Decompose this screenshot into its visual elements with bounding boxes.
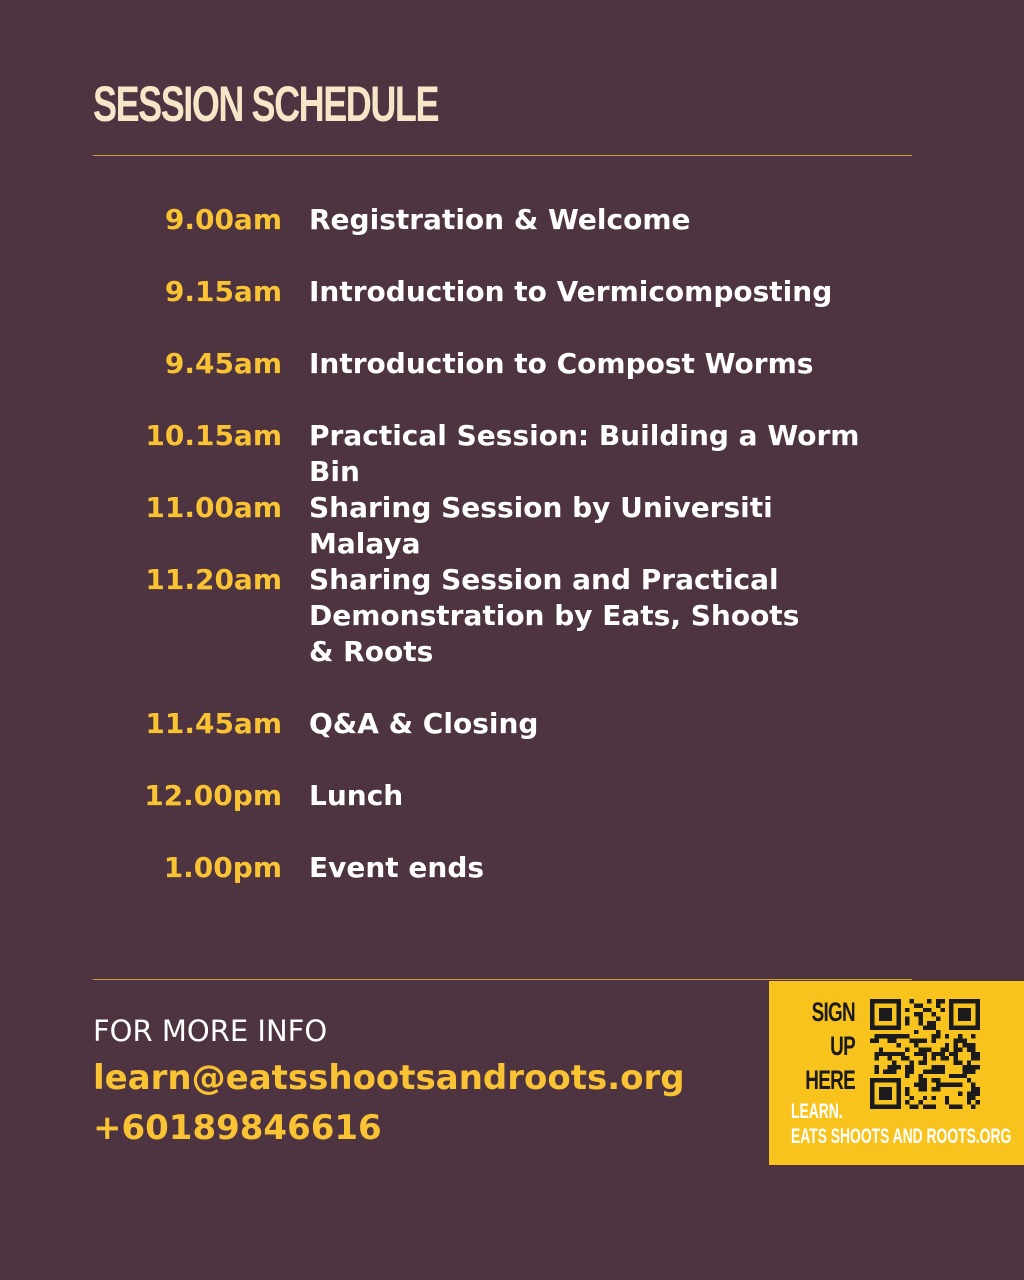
- schedule-time: 11.00am: [145, 491, 282, 524]
- signup-line-2: HERE: [805, 1065, 855, 1095]
- signup-site: [791, 1099, 1011, 1149]
- qr-code-icon[interactable]: [870, 999, 980, 1109]
- contact-label: FOR MORE INFO: [93, 1014, 328, 1048]
- schedule-event: Sharing Session and Practical Demonstration by Eats, Shoots & Roots: [309, 563, 800, 668]
- schedule-event: Sharing Session by Universiti Malaya: [309, 491, 773, 560]
- schedule-event: Practical Session: Building a Worm Bin: [309, 419, 860, 488]
- signup-heading: [769, 995, 855, 1097]
- schedule-time: 12.00pm: [144, 779, 282, 812]
- schedule-time: 10.15am: [145, 419, 282, 452]
- schedule-event: Introduction to Vermicomposting: [309, 275, 833, 308]
- site-line-1: LEARN.: [791, 1100, 843, 1123]
- schedule-time: 9.15am: [164, 275, 282, 308]
- schedule-event: Lunch: [309, 779, 404, 812]
- contact-email-link[interactable]: learn@eatsshootsandroots.org: [93, 1058, 685, 1098]
- schedule-time: 9.45am: [164, 347, 282, 380]
- schedule-event: Registration & Welcome: [309, 203, 691, 236]
- schedule-time: 9.00am: [164, 203, 282, 236]
- contact-phone-link[interactable]: +60189846616: [93, 1108, 382, 1148]
- schedule-time: 11.20am: [145, 563, 282, 596]
- signup-line-1: SIGN UP: [811, 997, 855, 1061]
- title-divider: [93, 155, 912, 156]
- schedule-event: Introduction to Compost Worms: [309, 347, 814, 380]
- site-line-2: EATS SHOOTS AND ROOTS.ORG: [791, 1125, 1012, 1148]
- schedule-time: 11.45am: [145, 707, 282, 740]
- schedule-event: Q&A & Closing: [309, 707, 539, 740]
- signup-panel[interactable]: [769, 981, 1024, 1165]
- schedule-time: 1.00pm: [163, 851, 282, 884]
- footer-divider: [93, 979, 912, 980]
- schedule-event: Event ends: [309, 851, 485, 884]
- page-title: SESSION SCHEDULE: [93, 76, 439, 132]
